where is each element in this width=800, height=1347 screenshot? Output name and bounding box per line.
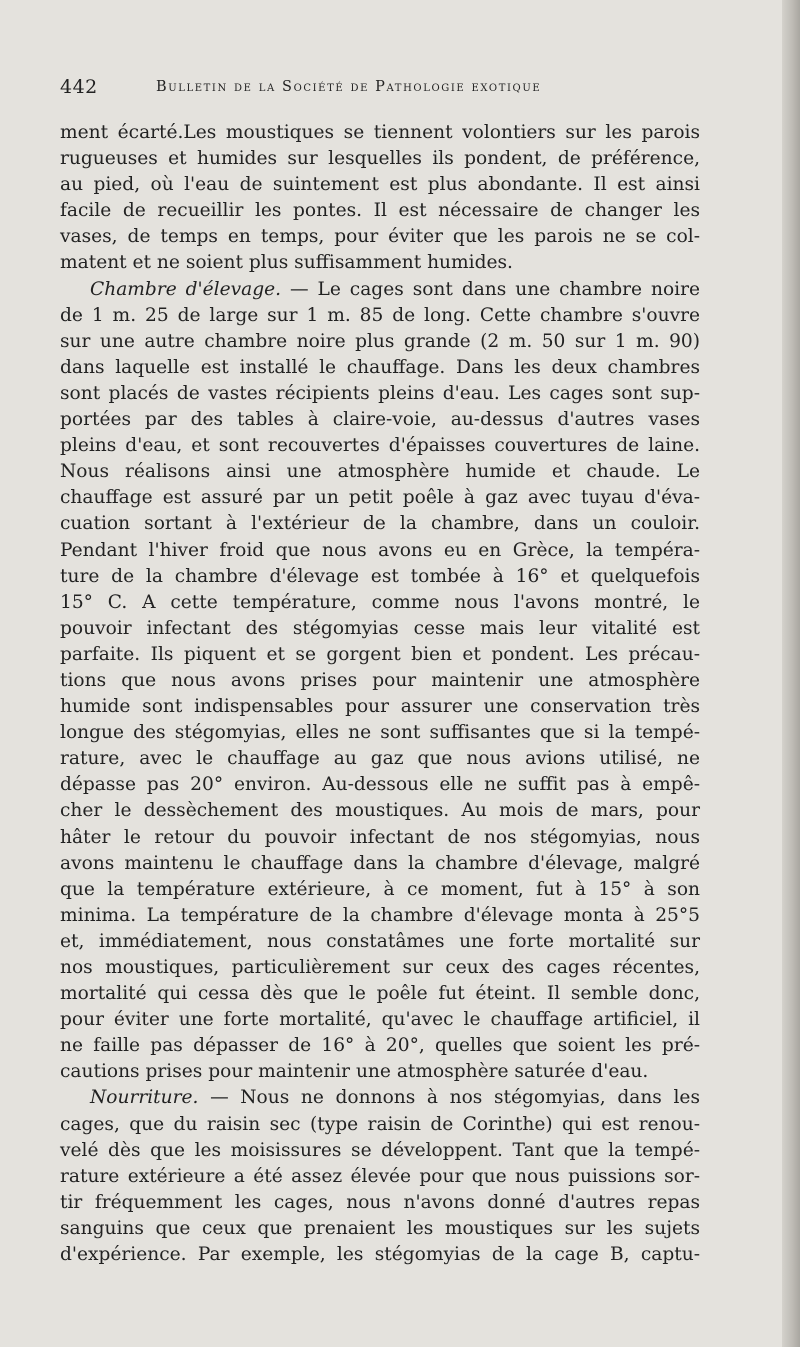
text-line: cuation sortant à l'extérieur de la chambre, dans un couloir. [60, 513, 700, 535]
text-line: rature, avec le chauffage au gaz que nous avions utilisé, ne [60, 748, 700, 770]
text-line: sont placés de vastes récipients pleins d'eau. Les cages sont sup- [60, 382, 700, 404]
text-line: pour éviter une forte mortalité, qu'avec le chauffage artificiel, il [60, 1009, 700, 1031]
running-title: Bulletin de la Société de Pathologie exotique [156, 79, 542, 95]
text-line: parfaite. Ils piquent et se gorgent bien et pondent. Les précau- [60, 643, 700, 665]
text-line: rature extérieure a été assez élevée pour que nous puissions sor- [60, 1165, 700, 1187]
text-line: minima. La température de la chambre d'élevage monta à 25°5 [60, 904, 700, 926]
text-line: facile de recueillir les pontes. Il est nécessaire de changer les [60, 200, 700, 222]
page-edge-shadow [782, 0, 800, 1347]
text-line: pleins d'eau, et sont recouvertes d'épaisses couvertures de laine. [60, 435, 700, 457]
text-line: cages, que du raisin sec (type raisin de Corinthe) qui est renou- [60, 1113, 700, 1135]
text-line: de 1 m. 25 de large sur 1 m. 85 de long. Cette chambre s'ouvre [60, 304, 700, 326]
text-line: ture de la chambre d'élevage est tombée à 16° et quelquefois [60, 565, 700, 587]
text-line: humide sont indispensables pour assurer une conservation très [60, 696, 700, 718]
text-line: tions que nous avons prises pour maintenir une atmosphère [60, 669, 700, 691]
text-line: cher le dessèchement des moustiques. Au mois de mars, pour [60, 800, 700, 822]
text-line: au pied, où l'eau de suintement est plus abondante. Il est ainsi [60, 174, 700, 196]
text-line: rugueuses et humides sur lesquelles ils pondent, de préférence, [60, 148, 700, 170]
text-line: mortalité qui cessa dès que le poêle fut éteint. Il semble donc, [60, 983, 700, 1005]
text-line: dépasse pas 20° environ. Au-dessous elle ne suffit pas à empê- [60, 774, 700, 796]
text-line: pouvoir infectant des stégomyias cesse mais leur vitalité est [60, 617, 700, 639]
text-line: sanguins que ceux que prenaient les moustiques sur les sujets [60, 1217, 700, 1239]
page-number: 442 [60, 76, 98, 98]
text-line: avons maintenu le chauffage dans la chambre d'élevage, malgré [60, 852, 700, 874]
page-header [60, 76, 700, 100]
text-line: dans laquelle est installé le chauffage. Dans les deux chambres [60, 356, 700, 378]
text-line: chauffage est assuré par un petit poêle à gaz avec tuyau d'éva- [60, 487, 700, 509]
text-line: Nous réalisons ainsi une atmosphère humide et chaude. Le [60, 461, 700, 483]
text-line: ne faille pas dépasser de 16° à 20°, quelles que soient les pré- [60, 1035, 700, 1057]
text-line: ment écarté.Les moustiques se tiennent volontiers sur les parois [60, 122, 700, 143]
text-line: longue des stégomyias, elles ne sont suffisantes que si la tempé- [60, 722, 700, 744]
text-line: matent et ne soient plus suffisamment humides. [60, 252, 513, 274]
text-line: velé dès que les moisissures se développent. Tant que la tempé- [60, 1139, 700, 1161]
text-line: hâter le retour du pouvoir infectant de nos stégomyias, nous [60, 826, 700, 848]
text-line: sur une autre chambre noire plus grande (2 m. 50 sur 1 m. 90) [60, 330, 700, 352]
text-line: portées par des tables à claire-voie, au-dessus d'autres vases [60, 409, 700, 431]
text-line: tir fréquemment les cages, nous n'avons donné d'autres repas [60, 1191, 700, 1213]
section-heading-chambre: Chambre d'élevage. [90, 278, 282, 300]
text-line-rest: — Nous ne donnons à nos stégomyias, dans les [210, 1087, 700, 1109]
text-line-chambre [60, 277, 700, 303]
body-text [60, 120, 700, 1268]
text-line: et, immédiatement, nous constatâmes une forte mortalité sur [60, 930, 700, 952]
text-line: d'expérience. Par exemple, les stégomyias de la cage B, captu- [60, 1244, 700, 1266]
text-line: nos moustiques, particulièrement sur ceux des cages récentes, [60, 957, 700, 978]
section-heading-nourriture: Nourriture. [90, 1087, 199, 1109]
text-line-nourriture [60, 1085, 700, 1111]
text-line: cautions prises pour maintenir une atmosphère saturée d'eau. [60, 1061, 649, 1083]
text-line: vases, de temps en temps, pour éviter que les parois ne se col- [60, 226, 700, 248]
text-line: 15° C. A cette température, comme nous l'avons montré, le [60, 591, 700, 613]
text-line: que la température extérieure, à ce moment, fut à 15° à son [60, 878, 700, 900]
text-line-rest: — Le cages sont dans une chambre noire [289, 278, 700, 300]
text-line: Pendant l'hiver froid que nous avons eu en Grèce, la tempéra- [60, 539, 700, 561]
